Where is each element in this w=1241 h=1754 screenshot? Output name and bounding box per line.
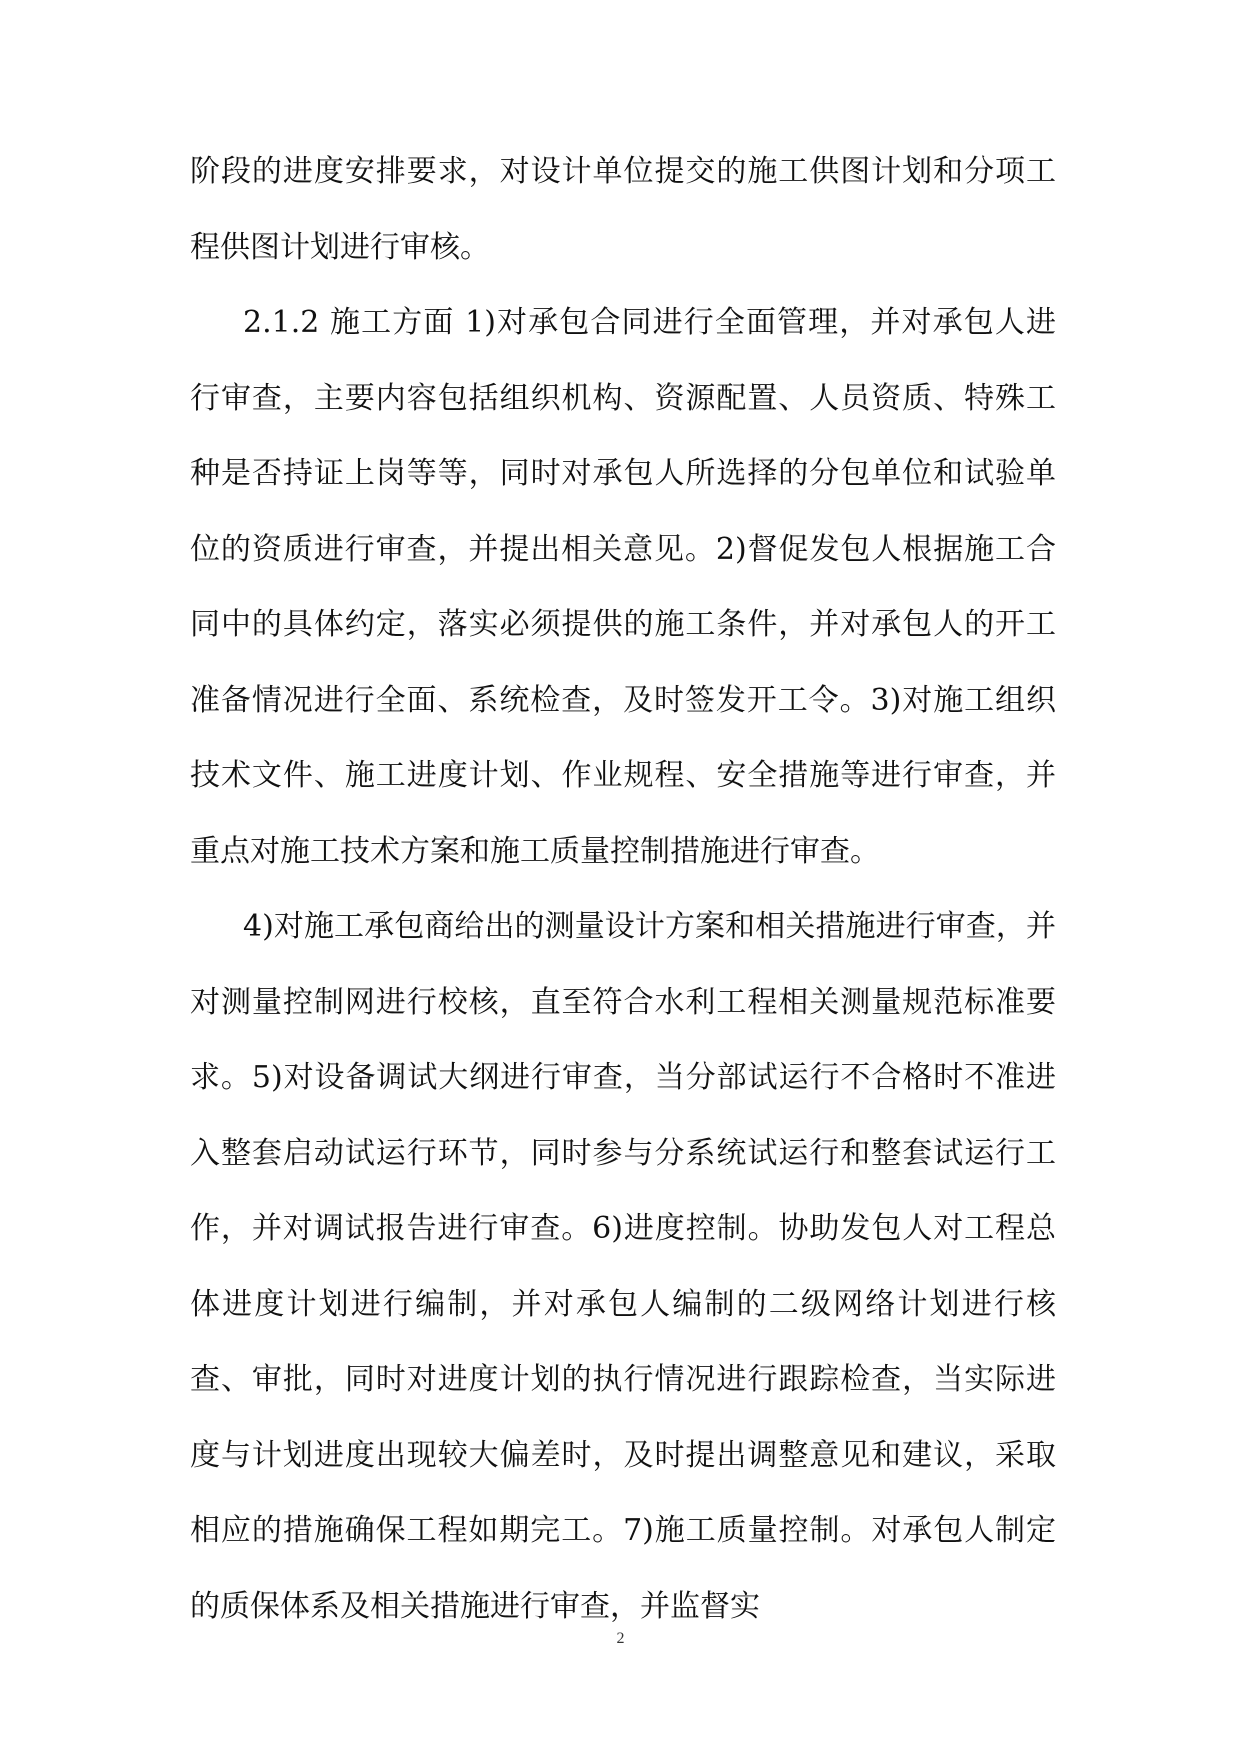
paragraph-2: 2.1.2 施工方面 1)对承包合同进行全面管理，并对承包人进行审查，主要内容包括组织机构、资源配置、人员资质、特殊工种是否持证上岗等等，同时对承包人所选择的分包单位和试验单位的资质进行审查，并提出相关意见。2)督促发包人根据施工合同中的具体约定，落实必须提供的施工条件，并对承包人的开工准备情况进行全面、系统检查，及时签发开工令。3)对施工组织技术文件、施工进度计划、作业规程、安全措施等进行审查，并重点对施工技术方案和施工质量控制措施进行审查。 <box>190 305 1056 869</box>
page-number: 2 <box>616 1630 625 1647</box>
paragraph-3: 4)对施工承包商给出的测量设计方案和相关措施进行审查，并对测量控制网进行校核，直至符合水利工程相关测量规范标准要求。5)对设备调试大纲进行审查，当分部试运行不合格时不准进入整套启动试运行环节，同时参与分系统试运行和整套试运行工作，并对调试报告进行审查。6)进度控制。协助发包人对工程总体进度计划进行编制，并对承包人编制的二级网络计划进行核查、审批，同时对进度计划的执行情况进行跟踪检查，当实际进度与计划进度出现较大偏差时，及时提出调整意见和建议，采取相应的措施确保工程如期完工。7)施工质量控制。对承包人制定的质保体系及相关措施进行审查，并监督实 <box>190 909 1056 1624</box>
paragraph-1: 阶段的进度安排要求，对设计单位提交的施工供图计划和分项工程供图计划进行审核。 <box>190 154 1056 265</box>
